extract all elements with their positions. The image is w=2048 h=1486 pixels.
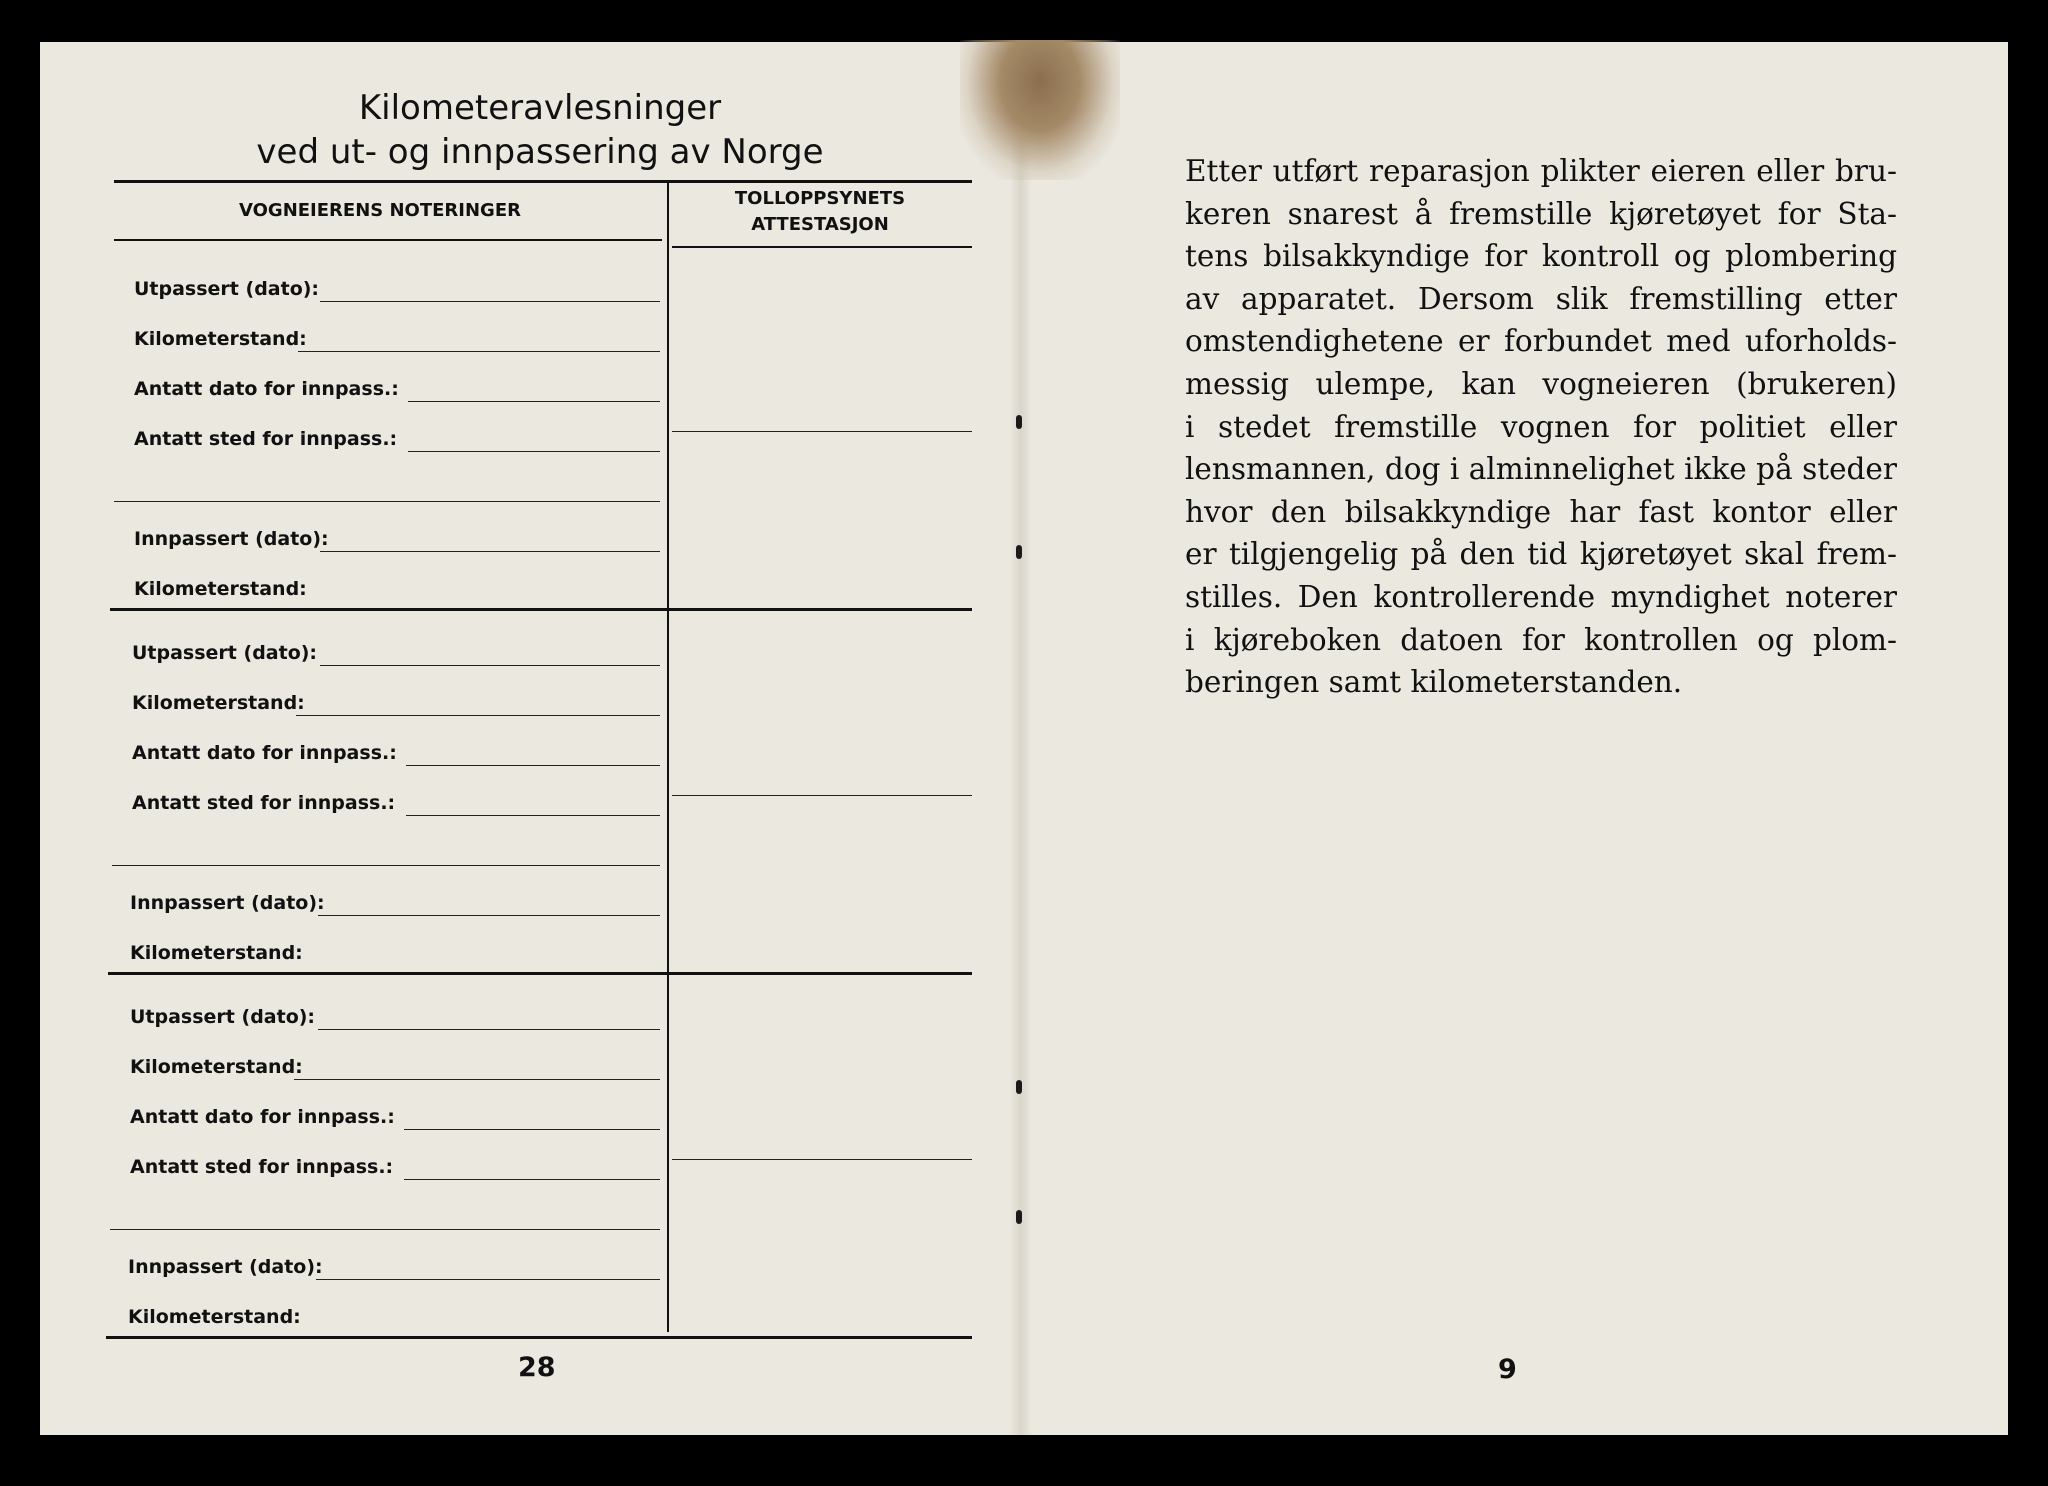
antatt-dato-line[interactable] bbox=[406, 765, 660, 766]
paragraph-line: i stedet fremstille vognen for politiet eller bbox=[1185, 409, 1897, 444]
kilometerstand-line[interactable] bbox=[294, 1079, 660, 1080]
staple-hole bbox=[1016, 545, 1022, 559]
innpassert-line[interactable] bbox=[318, 915, 660, 916]
paragraph-line: hvor den bilsakkyndige har fast kontor eller bbox=[1185, 494, 1897, 529]
antatt-sted-label: Antatt sted for innpass.: bbox=[132, 792, 396, 814]
owner-notes-header: VOGNEIERENS NOTERINGER bbox=[239, 200, 521, 221]
table-bottom-rule bbox=[106, 1336, 972, 1339]
customs-line[interactable] bbox=[672, 1159, 972, 1160]
paragraph-line: messig ulempe, kan vogneieren (brukeren) bbox=[1185, 366, 1897, 401]
antatt-sted-line[interactable] bbox=[404, 1179, 660, 1180]
paragraph-line: lensmannen, dog i alminnelighet ikke på steder bbox=[1185, 452, 1897, 487]
innpassert-line[interactable] bbox=[316, 1279, 660, 1280]
paragraph-line: omstendighetene er forbundet med uforholds- bbox=[1185, 324, 1897, 359]
antatt-dato-label: Antatt dato for innpass.: bbox=[130, 1106, 395, 1128]
utpassert-line[interactable] bbox=[320, 301, 660, 302]
left-page bbox=[40, 42, 1025, 1435]
kilometerstand-label: Kilometerstand: bbox=[132, 692, 305, 714]
customs-header-line2: ATTESTASJON bbox=[751, 214, 889, 235]
kilometerstand-label: Kilometerstand: bbox=[128, 1306, 301, 1328]
paragraph-line: i kjøreboken datoen for kontrollen og plom- bbox=[1185, 622, 1897, 657]
book-gutter bbox=[1010, 42, 1032, 1435]
utpassert-label: Utpassert (dato): bbox=[130, 1006, 316, 1028]
staple-hole bbox=[1016, 1210, 1022, 1224]
innpassert-label: Innpassert (dato): bbox=[128, 1256, 323, 1278]
utpassert-label: Utpassert (dato): bbox=[134, 278, 320, 300]
paragraph-line: stilles. Den kontrollerende myndighet noterer bbox=[1185, 579, 1897, 614]
instructions-paragraph bbox=[1185, 150, 1897, 704]
kilometerstand-line[interactable] bbox=[296, 715, 660, 716]
paragraph-line: er tilgjengelig på den tid kjøretøyet skal frem- bbox=[1185, 537, 1897, 572]
water-stain bbox=[960, 40, 1120, 180]
customs-header-line1: TOLLOPPSYNETS bbox=[734, 188, 906, 209]
utpassert-label: Utpassert (dato): bbox=[132, 642, 318, 664]
column-divider bbox=[667, 182, 669, 1332]
block-rule bbox=[110, 608, 972, 611]
paragraph-line: av apparatet. Dersom slik fremstilling etter bbox=[1185, 281, 1897, 316]
customs-line[interactable] bbox=[672, 795, 972, 796]
paragraph-line: Etter utført reparasjon plikter eieren eller bru- bbox=[1185, 154, 1897, 188]
staple-hole bbox=[1016, 1080, 1022, 1094]
form-title-line1: Kilometeravlesninger bbox=[358, 88, 722, 128]
utpassert-line[interactable] bbox=[320, 665, 660, 666]
page-number-right: 9 bbox=[1498, 1354, 1517, 1385]
page-number-left: 28 bbox=[518, 1352, 556, 1383]
staple-hole bbox=[1016, 415, 1022, 429]
antatt-sted-label: Antatt sted for innpass.: bbox=[130, 1156, 394, 1178]
header-rule-left bbox=[114, 239, 662, 241]
paragraph-line: keren snarest å fremstille kjøretøyet for Sta- bbox=[1185, 196, 1897, 231]
antatt-sted-line[interactable] bbox=[406, 815, 660, 816]
kilometerstand-label: Kilometerstand: bbox=[134, 328, 307, 350]
kilometerstand-label: Kilometerstand: bbox=[134, 578, 307, 600]
kilometerstand-label: Kilometerstand: bbox=[130, 1056, 303, 1078]
innpassert-label: Innpassert (dato): bbox=[134, 528, 329, 550]
paragraph-line: beringen samt kilometerstanden. bbox=[1185, 665, 1683, 700]
antatt-dato-label: Antatt dato for innpass.: bbox=[134, 378, 399, 400]
utpassert-line[interactable] bbox=[318, 1029, 660, 1030]
blank-line[interactable] bbox=[112, 865, 660, 866]
innpassert-label: Innpassert (dato): bbox=[130, 892, 325, 914]
header-rule-right bbox=[672, 246, 972, 248]
table-top-rule bbox=[114, 180, 972, 183]
form-title-line2: ved ut- og innpassering av Norge bbox=[256, 132, 824, 172]
kilometerstand-label: Kilometerstand: bbox=[130, 942, 303, 964]
paragraph-line: tens bilsakkyndige for kontroll og plombering bbox=[1185, 239, 1897, 274]
blank-line[interactable] bbox=[114, 501, 660, 502]
antatt-sted-line[interactable] bbox=[408, 451, 660, 452]
customs-line[interactable] bbox=[672, 431, 972, 432]
antatt-dato-label: Antatt dato for innpass.: bbox=[132, 742, 397, 764]
block-rule bbox=[108, 972, 972, 975]
innpassert-line[interactable] bbox=[320, 551, 660, 552]
antatt-sted-label: Antatt sted for innpass.: bbox=[134, 428, 398, 450]
antatt-dato-line[interactable] bbox=[408, 401, 660, 402]
kilometerstand-line[interactable] bbox=[298, 351, 660, 352]
blank-line[interactable] bbox=[110, 1229, 660, 1230]
antatt-dato-line[interactable] bbox=[404, 1129, 660, 1130]
